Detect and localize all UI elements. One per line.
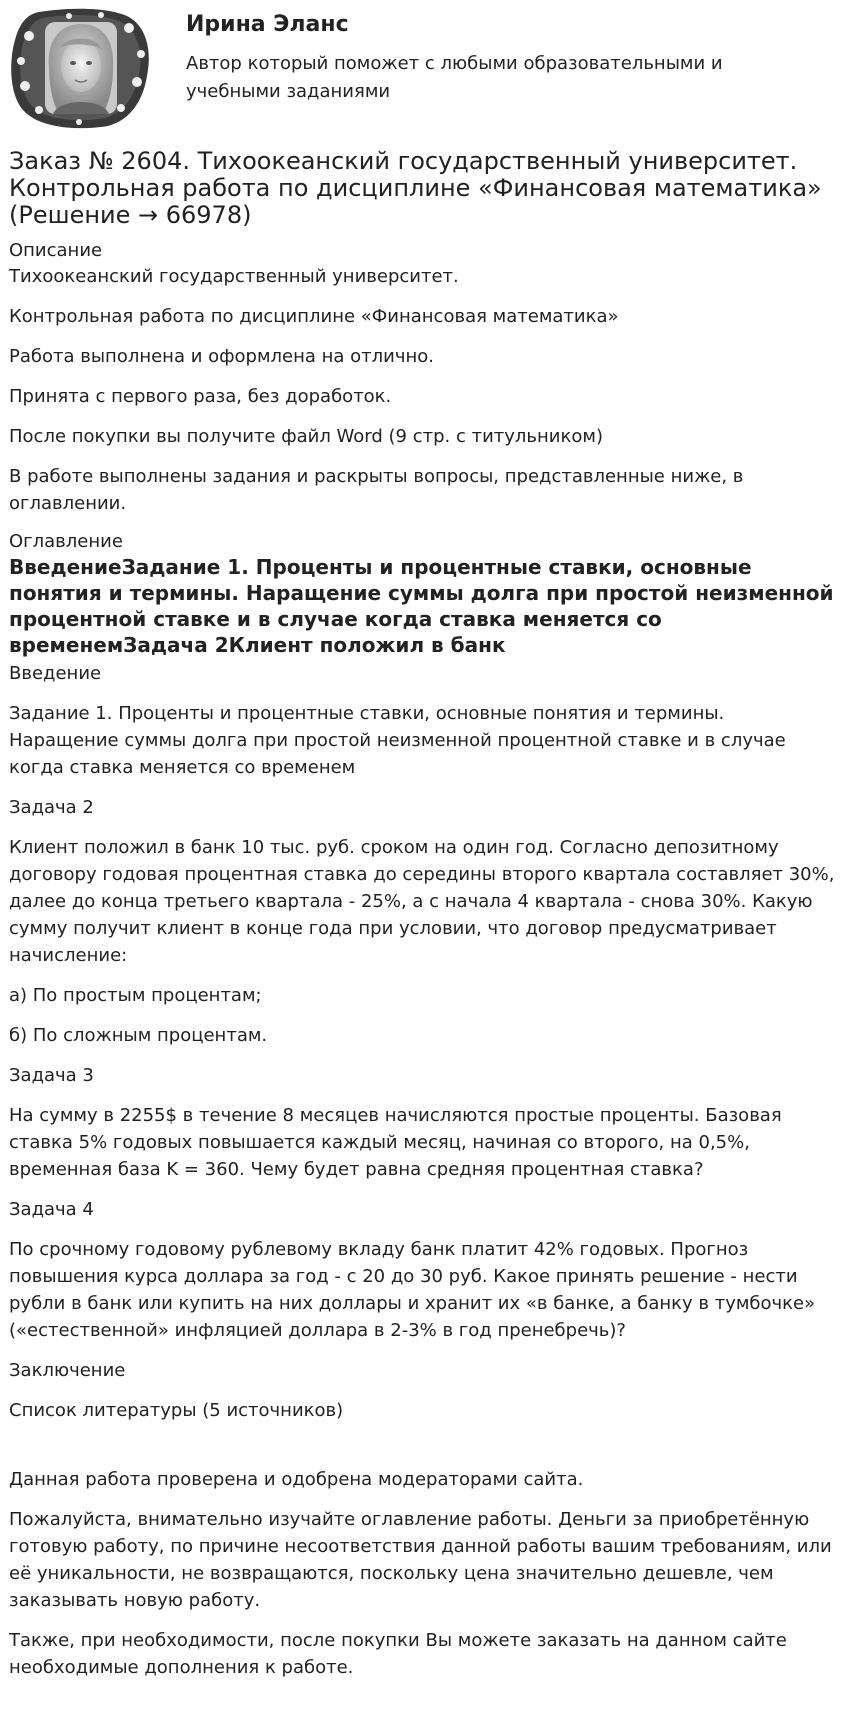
author-card [9,0,839,130]
toc-item: б) По сложным процентам. [9,1025,268,1046]
toc-label: Оглавление [9,531,123,552]
toc-item: Введение [9,663,102,684]
description-paragraph: Принята с первого раза, без доработок. [9,386,392,407]
footer-paragraph: Также, при необходимости, после покупки Вы можете заказать на данном сайте необходимые дополнения к работе. [9,1630,787,1678]
toc-item: Задача 4 [9,1199,94,1220]
footer-notes [9,1466,839,1681]
description-paragraph: Контрольная работа по дисциплине «Финансовая математика» [9,306,619,327]
toc-heading: ВведениеЗадание 1. Проценты и процентные ставки, основные понятия и термины. Наращение суммы долга при простой неизменной процентной ставке и в случае когда ставка меняется со временемЗадача 2Клиент положил в банк [9,555,834,657]
page-title: Заказ № 2604. Тихоокеанский государственный университет. Контрольная работа по дисциплине «Финансовая математика» (Решение → 66978) [9,147,822,229]
toc-item: Заключение [9,1360,126,1381]
footer-paragraph: Данная работа проверена и одобрена модераторами сайта. [9,1469,584,1490]
toc-item: Список литературы (5 источников) [9,1400,344,1421]
toc-item: Задача 3 [9,1065,94,1086]
toc-block [9,660,839,1424]
author-name[interactable]: Ирина Эланс [186,12,349,37]
description-paragraph: Тихоокеанский государственный университет. [9,266,459,287]
toc-item: Задание 1. Проценты и процентные ставки, основные понятия и термины. Наращение суммы долга при простой неизменной процентной ставке и в случае когда ставка меняется со временем [9,703,786,778]
description-label: Описание [9,240,103,261]
spacer [9,1437,839,1466]
toc-item: На сумму в 2255$ в течение 8 месяцев начисляются простые проценты. Базовая ставка 5% годовых повышается каждый месяц, начиная со второго, на 0,5%, временная база K = 360. Чему будет равна средняя процентная ставка? [9,1105,782,1180]
description-paragraph: После покупки вы получите файл Word (9 стр. с титульником) [9,426,603,447]
author-avatar [9,6,152,129]
description-paragraph: В работе выполнены задания и раскрыты вопросы, представленные ниже, в оглавлении. [9,466,744,514]
page [9,0,839,1694]
description-block [9,263,839,517]
toc-item: а) По простым процентам; [9,985,262,1006]
toc-item: По срочному годовому рублевому вкладу банк платит 42% годовых. Прогноз повышения курса доллара за год - с 20 до 30 руб. Какое принять решение - нести рубли в банк или купить на них доллары и хранит их «в банке, а банку в тумбочке» («естественной» инфляцией доллара в 2-3% в год пренебречь)? [9,1239,816,1341]
footer-paragraph: Пожалуйста, внимательно изучайте оглавление работы. Деньги за приобретённую готовую работу, по причине несоответствия данной работы вашим требованиям, или её уникальности, не возвращаются, поскольку цена значительно дешевле, чем заказывать новую работу. [9,1509,832,1611]
author-description: Автор который поможет с любыми образовательными и учебными заданиями [186,53,723,102]
toc-item: Задача 2 [9,797,94,818]
description-paragraph: Работа выполнена и оформлена на отлично. [9,346,435,367]
toc-item: Клиент положил в банк 10 тыс. руб. сроком на один год. Согласно депозитному договору годовая процентная ставка до середины второго квартала составляет 30%, далее до конца третьего квартала - 25%, а с начала 4 квартала - снова 30%. Какую сумму получит клиент в конце года при условии, что договор предусматривает начисление: [9,837,835,966]
